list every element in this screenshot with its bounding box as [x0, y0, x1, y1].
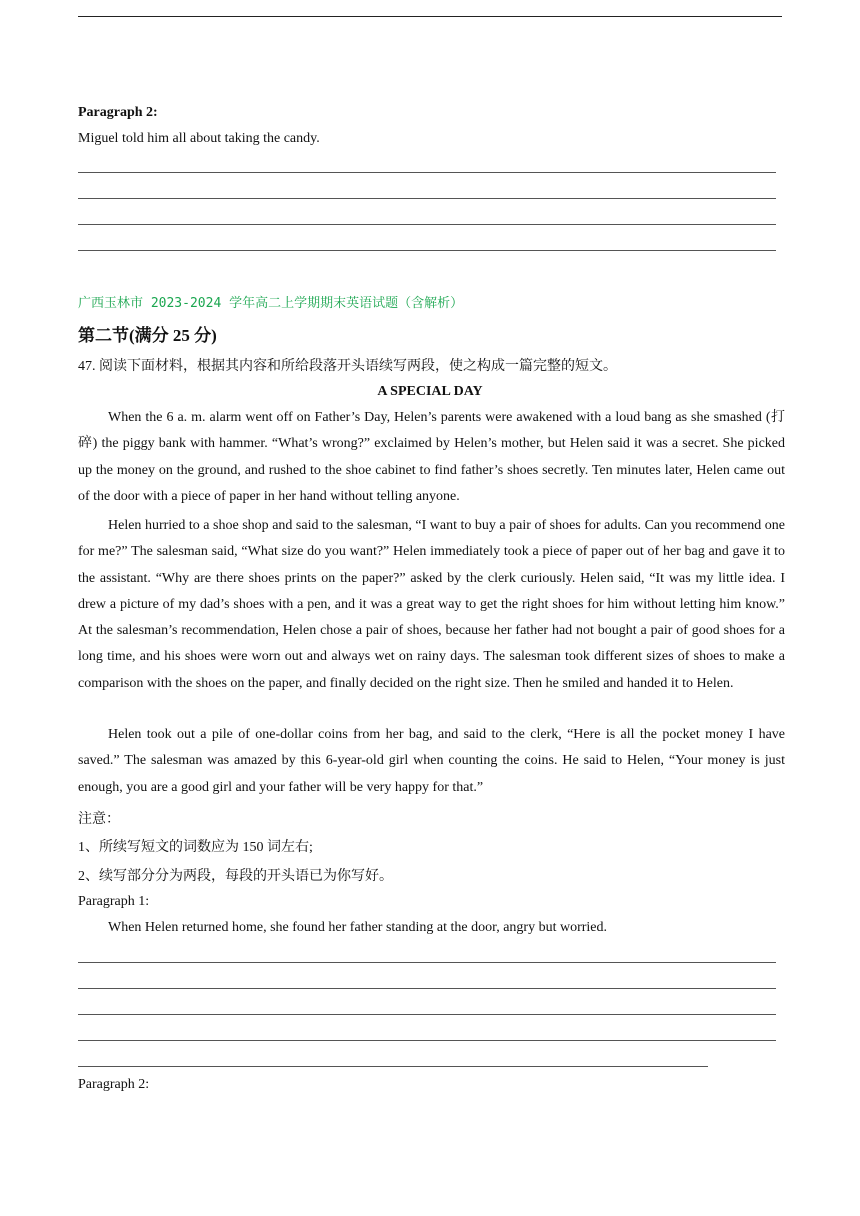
notes-item-2: 2、续写部分分为两段，每段的开头语已为你写好。	[78, 869, 393, 884]
section-title: 第二节(满分 25 分)	[78, 326, 217, 345]
answer-line	[78, 962, 776, 963]
story-paragraph-1: When the 6 a. m. alarm went off on Father’s Day, Helen’s parents were awakened with a loud bang as she smashed (打碎) the piggy bank with hammer. “What’s wrong?” exclaimed by Helen’s mother, but Helen said it was a secret. She picked up the money on the ground, and rushed to the shoe cabinet to find father’s shoes secretly. Ten minutes later, Helen came out of the door with a piece of paper in her hand without telling anyone.	[78, 410, 785, 504]
answer-line	[78, 1040, 776, 1041]
source-line: 广西玉林市 2023-2024 学年高二上学期期末英语试题（含解析）	[78, 296, 464, 311]
answer-line	[78, 250, 776, 251]
story-paragraph-2: Helen hurried to a shoe shop and said to the salesman, “I want to buy a pair of shoes for adults. Can you recommend one for me?” The salesman said, “What size do you want?” Helen immediately took a piece of paper out of her bag and gave it to the assistant. “Why are there shoes prints on the paper?” asked by the clerk curiously. Helen said, “It was my little idea. I drew a picture of my dad’s shoes with a pen, and it was a great way to get the right shoes for him without letting him know.” At the salesman’s recommendation, Helen chose a pair of shoes, because her father had not bought a pair of good shoes for a long time, and his shoes were worn out and always wet on rainy days. The salesman took different sizes of shoes to make a comparison with the shoes on the paper, and finally decided on the right size. Then he smiled and handed it to Helen.	[78, 518, 785, 691]
answer-line	[78, 198, 776, 199]
answer-line	[78, 1066, 708, 1067]
top-rule	[78, 16, 782, 17]
notes-heading: 注意：	[78, 812, 120, 827]
paragraph1-heading: Paragraph 1:	[78, 894, 150, 909]
answer-line	[78, 172, 776, 173]
story-paragraph-3: Helen took out a pile of one-dollar coins from her bag, and said to the clerk, “Here is all the pocket money I have saved.” The salesman was amazed by this 6-year-old girl when counting the coins. He said to Helen, “Your money is just enough, you are a good girl and your father will be very happy for that.”	[78, 727, 785, 795]
question-prompt: 47. 阅读下面材料，根据其内容和所给段落开头语续写两段，使之构成一篇完整的短文。	[78, 359, 617, 374]
notes-item-1: 1、所续写短文的词数应为 150 词左右;	[78, 840, 313, 855]
paragraph2-opening-top: Miguel told him all about taking the candy.	[78, 131, 320, 146]
answer-line	[78, 988, 776, 989]
story-title: A SPECIAL DAY	[377, 384, 483, 399]
answer-line	[78, 224, 776, 225]
paragraph2-heading-top: Paragraph 2:	[78, 105, 158, 120]
paragraph1-opening: When Helen returned home, she found her father standing at the door, angry but worried.	[108, 920, 607, 935]
paragraph2-heading: Paragraph 2:	[78, 1077, 150, 1092]
answer-line	[78, 1014, 776, 1015]
